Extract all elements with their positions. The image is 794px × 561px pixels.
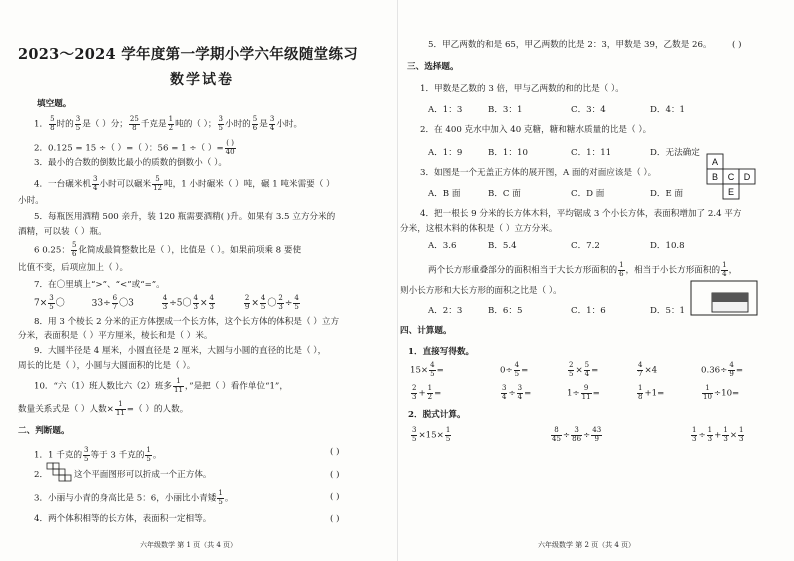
cube-net-figure <box>47 463 71 487</box>
calc1-item: 0.36÷ $\frac{4}{9}$ = <box>701 361 744 378</box>
choice-q4-opt-a[interactable]: A．3.6 <box>428 241 457 251</box>
judge-q4: 4．两个体积相等的长方体，表面积一定相等。 <box>34 514 212 524</box>
choice-q3: 3．如图是一个无盖正方体的展开图，A 面的对面应该是（ ）。 <box>420 168 657 178</box>
section1-heading: 填空题。 <box>37 99 72 109</box>
choice-q3-opt-b[interactable]: B．C 面 <box>488 189 521 199</box>
calc1-item: $\frac{2}{3}$ + $\frac{1}{2}$ = <box>412 384 442 401</box>
net-label-c: C <box>727 172 735 182</box>
choice-q4-line2: 分米，这根木料的体积是（ ）立方分米。 <box>400 224 558 234</box>
fill-q5-line1: 5．每瓶医用酒精 500 亲升，装 120 瓶需要酒精( )升。如果有 3.5 立方分米的 <box>34 212 336 222</box>
choice-q1-opt-a[interactable]: A．1：3 <box>428 105 463 115</box>
section2-heading: 二、判断题。 <box>18 426 70 436</box>
choice-q1-opt-c[interactable]: C．3：4 <box>571 105 606 115</box>
judge-q4-answer[interactable]: ( ) <box>330 514 340 524</box>
choice-q2-opt-b[interactable]: B．1：10 <box>488 148 528 158</box>
left-page-footer: 六年级数学 第 1 页（共 4 页） <box>140 541 238 549</box>
net-label-b: B <box>711 172 719 182</box>
fill-q6-line1: 6 0.25： $\frac{5}{6}$ 化简成最简整数比是（ ），比值是（ ）。如果前项乘 8 要使 <box>34 241 302 258</box>
choice-q2: 2．在 400 克水中加入 40 克糖，糖和糖水质量的比是（ ）。 <box>420 125 652 135</box>
choice-q3-opt-c[interactable]: C．D 面 <box>571 189 605 199</box>
fill-q9-line1: 9．大圆半径是 4 厘米，小圆直径是 2 厘米，大圆与小圆的直径的比是（ ）， <box>34 346 327 356</box>
choice-q5-opt-b[interactable]: B．6：5 <box>488 306 523 316</box>
calc1-item: 0÷ $\frac{4}{5}$ = <box>500 361 529 378</box>
calc1-item: $\frac{3}{4}$ ÷ $\frac{3}{4}$ = <box>502 384 532 401</box>
calc1-item: 15× $\frac{4}{5}$ = <box>410 361 444 378</box>
exam-title: 2023～2024 学年度第一学期小学六年级随堂练习 <box>18 46 359 63</box>
net-label-e: E <box>727 187 735 197</box>
fill-q2: 2．0.125 = 15 ÷（ ）=（ ）：56 = 1 ÷（ ）= $\frac{( )}{40}$ <box>34 139 235 156</box>
calc1-item: $\frac{4}{7}$ ×4 <box>638 361 658 378</box>
net-label-a: A <box>711 157 719 167</box>
choice-q5-opt-c[interactable]: C．1：6 <box>571 306 606 316</box>
judge-q2-number: 2． <box>34 470 49 480</box>
fill-q7-compare: 7× $\frac{3}{5}$ 〇 33÷ $\frac{6}{7}$ 〇3 $\frac{4}{3}$ ÷5〇 $\frac{4}{3}$ × $\frac{4}{3}$ $\frac{2}{9}$ × $\frac{4}{5}$ 〇 $\frac{2}{3}$ ÷ $\frac{4}{5}$ <box>34 294 299 311</box>
calc1-item: $\frac{2}{5}$ × $\frac{5}{4}$ = <box>569 361 599 378</box>
fill-q3: 3．最小的合数的倒数比最小的质数的倒数小（ ）。 <box>34 158 227 168</box>
fill-q10-line2: 数量关系式是（ ）人数× $\frac{1}{11}$ =（ ）的人数。 <box>18 400 189 417</box>
calc1-item: $\frac{1}{10}$ ÷10= <box>703 384 740 401</box>
choice-q5-line2: 则小长方形和大长方形的面积之比是（ ）。 <box>400 286 562 296</box>
choice-q3-opt-d[interactable]: D．E 面 <box>650 189 684 199</box>
fill-q6-line2: 比值不变，后项应加上（ ）。 <box>18 263 129 273</box>
fill-q10-line1: 10．“六（1）班人数比六（2）班多 $\frac{1}{11}$ ，”是把（ ）看作单位“1”， <box>34 377 288 394</box>
section4-heading: 四、计算题。 <box>400 326 452 336</box>
fill-q1: 1． $\frac{5}{8}$ 时的 $\frac{3}{5}$ 是（ ）分； $\frac{25}{8}$ 千克是 $\frac{1}{2}$ 吨的（ ）； $\frac{3}{5}$ 小时的 $\frac{5}{6}$ 是 $\frac{3}{4}$ 小时。 <box>34 115 303 132</box>
choice-q4-opt-c[interactable]: C．7.2 <box>571 241 600 251</box>
calc2-item: $\frac{3}{5}$ ×15× $\frac{1}{5}$ <box>412 426 451 443</box>
judge-q5: 5．甲乙两数的和是 65，甲乙两数的比是 2：3，甲数是 39，乙数是 26。 <box>428 40 712 50</box>
choice-q5-opt-d[interactable]: D．5：1 <box>650 306 686 316</box>
choice-q3-opt-a[interactable]: A．B 面 <box>428 189 461 199</box>
judge-q3-answer[interactable]: ( ) <box>330 492 340 502</box>
net-label-d: D <box>743 172 751 182</box>
choice-q5-opt-a[interactable]: A．2：3 <box>428 306 463 316</box>
judge-q5-answer[interactable]: ( ) <box>732 40 742 50</box>
fill-q7-heading: 7．在〇里填上“>”、“<”或“=”。 <box>34 280 165 290</box>
overlap-rectangles-figure <box>690 280 758 316</box>
judge-q2-text: 这个平面图形可以折成一个正方体。 <box>74 470 212 480</box>
fill-q8-line2: 分米，表面积是（ ）平方厘米，棱长和是（ ）米。 <box>18 331 213 341</box>
choice-q5-line1: 两个长方形重叠部分的面积相当于大长方形面积的 $\frac{1}{6}$ ，相当于小长方形面积的 $\frac{1}{4}$ ， <box>428 261 738 278</box>
calc2-item: $\frac{8}{45}$ ÷ $\frac{3}{86}$ ÷ $\frac{43}{9}$ <box>552 426 602 443</box>
calc2-item: $\frac{1}{3}$ ÷ $\frac{1}{3}$ + $\frac{1}{3}$ × $\frac{1}{3}$ <box>692 426 744 443</box>
choice-q4-opt-b[interactable]: B．5.4 <box>488 241 517 251</box>
choice-q4-opt-d[interactable]: D．10.8 <box>650 241 685 251</box>
exam-subtitle: 数学试卷 <box>170 72 234 88</box>
open-cube-net-figure <box>705 152 761 200</box>
fill-q8-line1: 8．用 3 个棱长 2 分米的正方体摆成一个长方体，这个长方体的体积是（ ）立方 <box>34 317 340 327</box>
choice-q2-opt-c[interactable]: C．1：11 <box>571 148 612 158</box>
calc2-heading: 2．脱式计算。 <box>408 410 466 420</box>
calc1-heading: 1．直接写得数。 <box>408 347 475 357</box>
section3-heading: 三、选择题。 <box>407 62 459 72</box>
choice-q4-line1: 4．把一根长 9 分米的长方体木料，平均锯成 3 个小长方体，表面积增加了 2.4 平方 <box>420 209 742 219</box>
fill-q4: 4．一台碾米机 $\frac{3}{4}$ 小时可以碾米 $\frac{5}{12}$ 吨，1 小时碾米（ ）吨，碾 1 吨米需要（ ） <box>34 175 335 192</box>
fill-q5-line2: 酒精，可以装（ ）瓶。 <box>18 227 107 237</box>
calc1-item: $\frac{1}{8}$ +1= <box>638 384 665 401</box>
fill-q9-line2: 周长的比是（ ），小圆与大圆面积的比是（ ）。 <box>18 361 196 371</box>
page-divider <box>397 0 398 561</box>
judge-q3: 3．小丽与小青的身高比是 5：6，小丽比小青矮 $\frac{1}{5}$ 。 <box>34 489 234 506</box>
calc1-item: 1÷ $\frac{9}{11}$ = <box>567 384 600 401</box>
choice-q1-opt-b[interactable]: B．3：1 <box>488 105 523 115</box>
choice-q1-opt-d[interactable]: D．4：1 <box>650 105 686 115</box>
choice-q2-opt-d[interactable]: D．无法确定 <box>650 148 700 158</box>
fill-q4-cont: 小时。 <box>18 196 44 206</box>
choice-q1: 1．甲数是乙数的 3 倍，甲与乙两数的和的比是（ ）。 <box>420 84 624 94</box>
judge-q1-answer[interactable]: ( ) <box>330 447 340 457</box>
choice-q2-opt-a[interactable]: A．1：9 <box>428 148 463 158</box>
judge-q2-answer[interactable]: ( ) <box>330 470 340 480</box>
judge-q1: 1．1 千克的 $\frac{3}{5}$ 等于 3 千克的 $\frac{1}{5}$ 。 <box>34 446 162 463</box>
right-page-footer: 六年级数学 第 2 页（共 4 页） <box>538 541 636 549</box>
